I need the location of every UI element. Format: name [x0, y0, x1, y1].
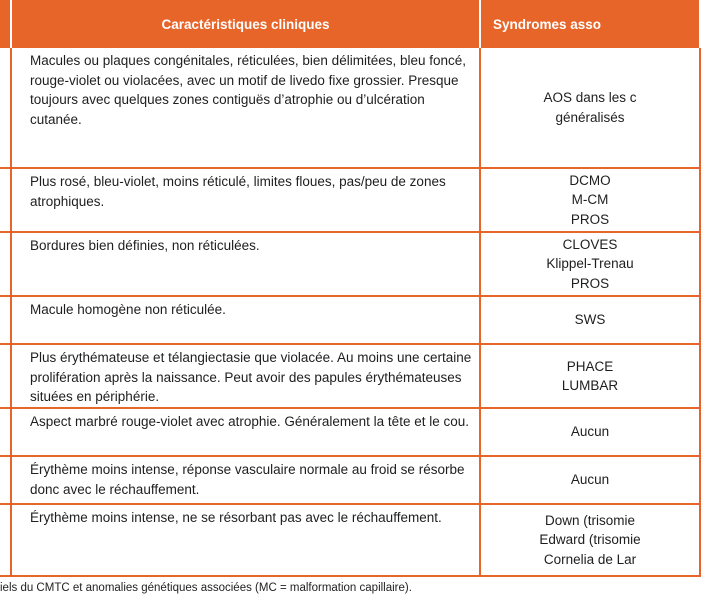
row-stub-cell — [0, 408, 11, 456]
syndrome-name: Down (trisomie — [544, 512, 636, 528]
row-stub-cell — [0, 296, 11, 344]
associated-syndromes-cell — [480, 296, 700, 344]
associated-syndromes-cell — [480, 408, 700, 456]
row-stub-cell — [0, 456, 11, 504]
syndrome-name: PHACE — [566, 358, 614, 374]
syndrome-name: généralisés — [555, 109, 625, 125]
header-associated-syndromes: Syndromes asso — [480, 0, 700, 48]
syndrome-name: Aucun — [570, 424, 610, 440]
clinical-description-cell: Érythème moins intense, réponse vasculaire normale au froid se résorbe donc avec le réchauffement. — [11, 456, 480, 504]
syndrome-name: DCMO — [569, 172, 611, 188]
syndrome-name: SWS — [574, 312, 606, 328]
table-row — [0, 408, 700, 456]
clinical-description-cell: Aspect marbré rouge-violet avec atrophie. Généralement la tête et le cou. — [11, 408, 480, 456]
syndrome-name: Edward (trisomie — [539, 532, 641, 548]
associated-syndromes-cell — [480, 168, 700, 232]
syndrome-name: Klippel-Trenau — [546, 256, 634, 272]
row-stub-cell — [0, 504, 11, 576]
table-row — [0, 456, 700, 504]
clinical-description-cell: Macule homogène non réticulée. — [11, 296, 480, 344]
syndrome-name: Aucun — [570, 472, 610, 488]
clinical-description-cell: Plus érythémateuse et télangiectasie que violacée. Au moins une certaine prolifération après la naissance. Peut avoir des papules érythémateuses situées en périphérie. — [11, 344, 480, 408]
header-clinical-features: Caractéristiques cliniques — [11, 0, 480, 48]
associated-syndromes-cell — [480, 344, 700, 408]
clinical-description-cell: Érythème moins intense, ne se résorbant pas avec le réchauffement. — [11, 504, 480, 576]
clinical-description-cell: Plus rosé, bleu-violet, moins réticulé, limites floues, pas/peu de zones atrophiques. — [11, 168, 480, 232]
table-row — [0, 48, 700, 168]
row-stub-cell — [0, 344, 11, 408]
syndrome-name: PROS — [570, 275, 610, 291]
table-row — [0, 296, 700, 344]
syndrome-name: PROS — [570, 211, 610, 227]
table-row — [0, 168, 700, 232]
syndrome-name: Cornelia de Lar — [543, 551, 637, 567]
clinical-description-cell: Macules ou plaques congénitales, réticulées, bien délimitées, bleu foncé, rouge-violet ou violacées, avec un motif de livedo fixe grossier. Presque toujours avec quelques zones contiguës d’atrophie ou d’ulcération cutanée. — [11, 48, 480, 168]
associated-syndromes-cell — [480, 456, 700, 504]
syndrome-name: M-CM — [571, 192, 609, 208]
table-row — [0, 232, 700, 296]
table-row — [0, 344, 700, 408]
row-stub-cell — [0, 232, 11, 296]
syndrome-name: AOS dans les c — [543, 90, 637, 105]
syndrome-name: CLOVES — [562, 236, 618, 252]
header-stub — [0, 0, 11, 48]
table-caption: iels du CMTC et anomalies génétiques associées (MC = malformation capillaire). — [0, 582, 412, 594]
clinical-description-cell: Bordures bien définies, non réticulées. — [11, 232, 480, 296]
associated-syndromes-cell — [480, 48, 700, 168]
row-stub-cell — [0, 48, 11, 168]
table-row — [0, 504, 700, 576]
row-stub-cell — [0, 168, 11, 232]
associated-syndromes-cell — [480, 504, 700, 576]
associated-syndromes-cell — [480, 232, 700, 296]
table-header-row — [0, 0, 700, 48]
syndrome-name: LUMBAR — [561, 378, 619, 393]
